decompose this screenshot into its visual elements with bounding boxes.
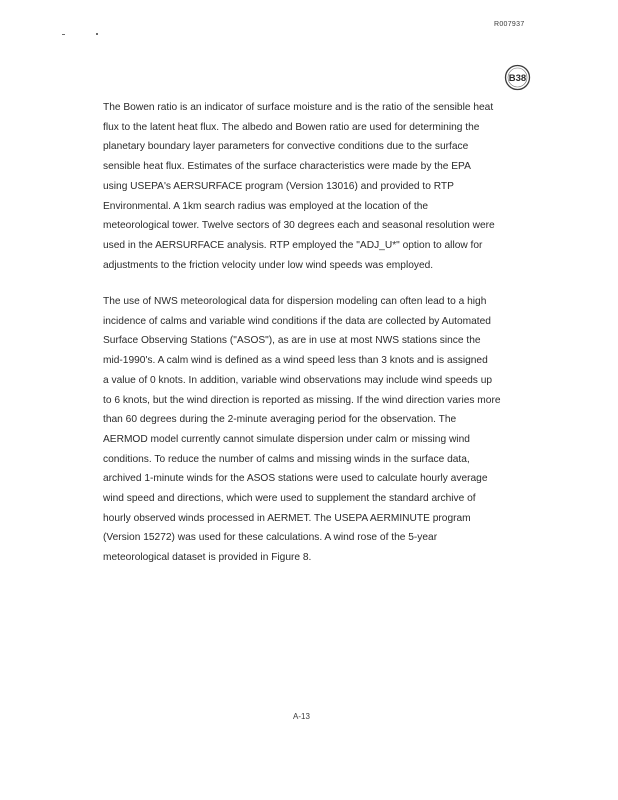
paragraph-line: planetary boundary layer parameters for convective conditions due to the surface — [103, 141, 469, 153]
paragraph-line: wind speed and directions, which were used to supplement the standard archive of — [103, 493, 476, 505]
paragraph-line: meteorological tower. Twelve sectors of 30 degrees each and seasonal resolution were — [103, 220, 495, 232]
paragraph-line: The use of NWS meteorological data for dispersion modeling can often lead to a high — [103, 296, 487, 307]
paragraph-line: mid-1990's. A calm wind is defined as a wind speed less than 3 knots and is assigned — [103, 355, 488, 367]
paragraph-line: meteorological dataset is provided in Figure 8. — [103, 552, 312, 564]
document-id: R007937 — [494, 21, 525, 28]
paragraph-line: conditions. To reduce the number of calms and missing winds in the surface data, — [103, 453, 470, 465]
scan-speck — [96, 33, 98, 35]
stamp-seal-icon — [504, 64, 531, 91]
paragraph-line: hourly observed winds processed in AERMET. The USEPA AERMINUTE program — [103, 512, 471, 524]
paragraph-line: Surface Observing Stations ("ASOS"), as are in use at most NWS stations since the — [103, 335, 481, 347]
scan-speck — [62, 34, 65, 35]
paragraph-line: AERMOD model currently cannot simulate dispersion under calm or missing wind — [103, 433, 470, 445]
paragraph-line: adjustments to the friction velocity under low wind speeds was employed. — [103, 259, 434, 271]
paragraph-line: Environmental. A 1km search radius was employed at the location of the — [103, 200, 429, 212]
body-paragraph — [103, 292, 528, 568]
paragraph-line: used in the AERSURFACE analysis. RTP employed the "ADJ_U*" option to allow for — [103, 239, 483, 251]
paragraph-line: (Version 15272) was used for these calculations. A wind rose of the 5-year — [103, 532, 438, 544]
paragraph-line: incidence of calms and variable wind conditions if the data are collected by Automated — [103, 315, 491, 327]
stamp-seal — [504, 64, 531, 91]
paragraph-line: flux to the latent heat flux. The albedo and Bowen ratio are used for determining the — [103, 121, 480, 133]
body-paragraph — [103, 98, 528, 275]
svg-text:B38: B38 — [508, 73, 527, 85]
paragraph-line: sensible heat flux. Estimates of the surface characteristics were made by the EPA — [103, 161, 471, 173]
page-number: A-13 — [293, 712, 310, 721]
paragraph-line: The Bowen ratio is an indicator of surface moisture and is the ratio of the sensible heat — [103, 102, 494, 113]
paragraph-line: than 60 degrees during the 2-minute averaging period for the observation. The — [103, 414, 457, 426]
paragraph-line: a value of 0 knots. In addition, variable wind observations may include wind speeds up — [103, 374, 493, 386]
paragraph-line: to 6 knots, but the wind direction is reported as missing. If the wind direction varies more — [103, 394, 501, 406]
paragraph-line: using USEPA's AERSURFACE program (Version 13016) and provided to RTP — [103, 180, 454, 192]
paragraph-line: archived 1-minute winds for the ASOS stations were used to calculate hourly average — [103, 473, 488, 485]
